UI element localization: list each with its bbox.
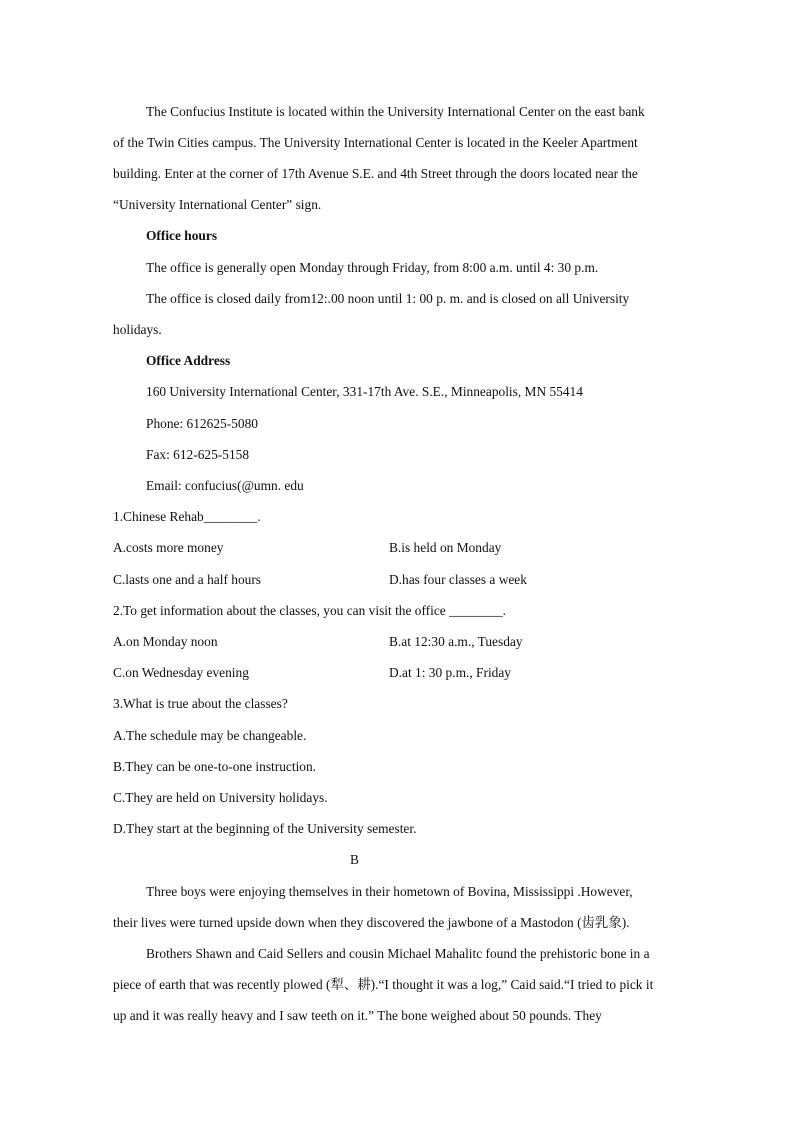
option-d: D.has four classes a week	[389, 572, 527, 587]
hours-line: The office is closed daily from12:.00 noon until 1: 00 p. m. and is closed on all University	[146, 291, 630, 306]
option-b: B.at 12:30 a.m., Tuesday	[389, 634, 523, 649]
paragraph-line: piece of earth that was recently plowed (犁、耕).“I thought it was a log,” Caid said.“I tried to pick it	[113, 977, 654, 992]
option-c: C.They are held on University holidays.	[113, 790, 328, 805]
paragraph-line: Three boys were enjoying themselves in their hometown of Bovina, Mississippi .However,	[146, 884, 633, 899]
option-a: A.The schedule may be changeable.	[113, 728, 307, 743]
question-stem: 3.What is true about the classes?	[113, 696, 288, 711]
paragraph-line: “University International Center” sign.	[113, 197, 322, 212]
option-c: C.on Wednesday evening	[113, 665, 249, 680]
section-b-label: B	[350, 852, 359, 867]
option-c: C.lasts one and a half hours	[113, 572, 262, 587]
office-address-heading: Office Address	[146, 353, 231, 368]
paragraph-line: up and it was really heavy and I saw teeth on it.” The bone weighed about 50 pounds. They	[113, 1008, 602, 1023]
paragraph-line: Brothers Shawn and Caid Sellers and cousin Michael Mahalitc found the prehistoric bone in a	[146, 946, 650, 961]
paragraph-line: their lives were turned upside down when they discovered the jawbone of a Mastodon (齿乳象).	[113, 915, 630, 930]
option-d: D.at 1: 30 p.m., Friday	[389, 665, 511, 680]
phone-line: Phone: 612625-5080	[146, 416, 258, 431]
paragraph-line: of the Twin Cities campus. The University International Center is located in the Keeler Apartment	[113, 135, 638, 150]
option-d: D.They start at the beginning of the University semester.	[113, 821, 417, 836]
question-stem: 1.Chinese Rehab________.	[113, 509, 261, 524]
paragraph-line: building. Enter at the corner of 17th Avenue S.E. and 4th Street through the doors located near the	[113, 166, 638, 181]
paragraph-line: The Confucius Institute is located within the University International Center on the east bank	[146, 104, 645, 119]
address-line: 160 University International Center, 331-17th Ave. S.E., Minneapolis, MN 55414	[146, 384, 583, 399]
option-a: A.on Monday noon	[113, 634, 218, 649]
option-b: B.is held on Monday	[389, 540, 502, 555]
option-a: A.costs more money	[113, 540, 224, 555]
office-hours-heading: Office hours	[146, 228, 218, 243]
fax-line: Fax: 612-625-5158	[146, 447, 250, 462]
hours-line: holidays.	[113, 322, 162, 337]
email-line: Email: confucius(@umn. edu	[146, 478, 304, 493]
hours-line: The office is generally open Monday through Friday, from 8:00 a.m. until 4: 30 p.m.	[146, 260, 599, 275]
option-b: B.They can be one-to-one instruction.	[113, 759, 317, 774]
question-stem: 2.To get information about the classes, you can visit the office ________.	[113, 603, 507, 618]
